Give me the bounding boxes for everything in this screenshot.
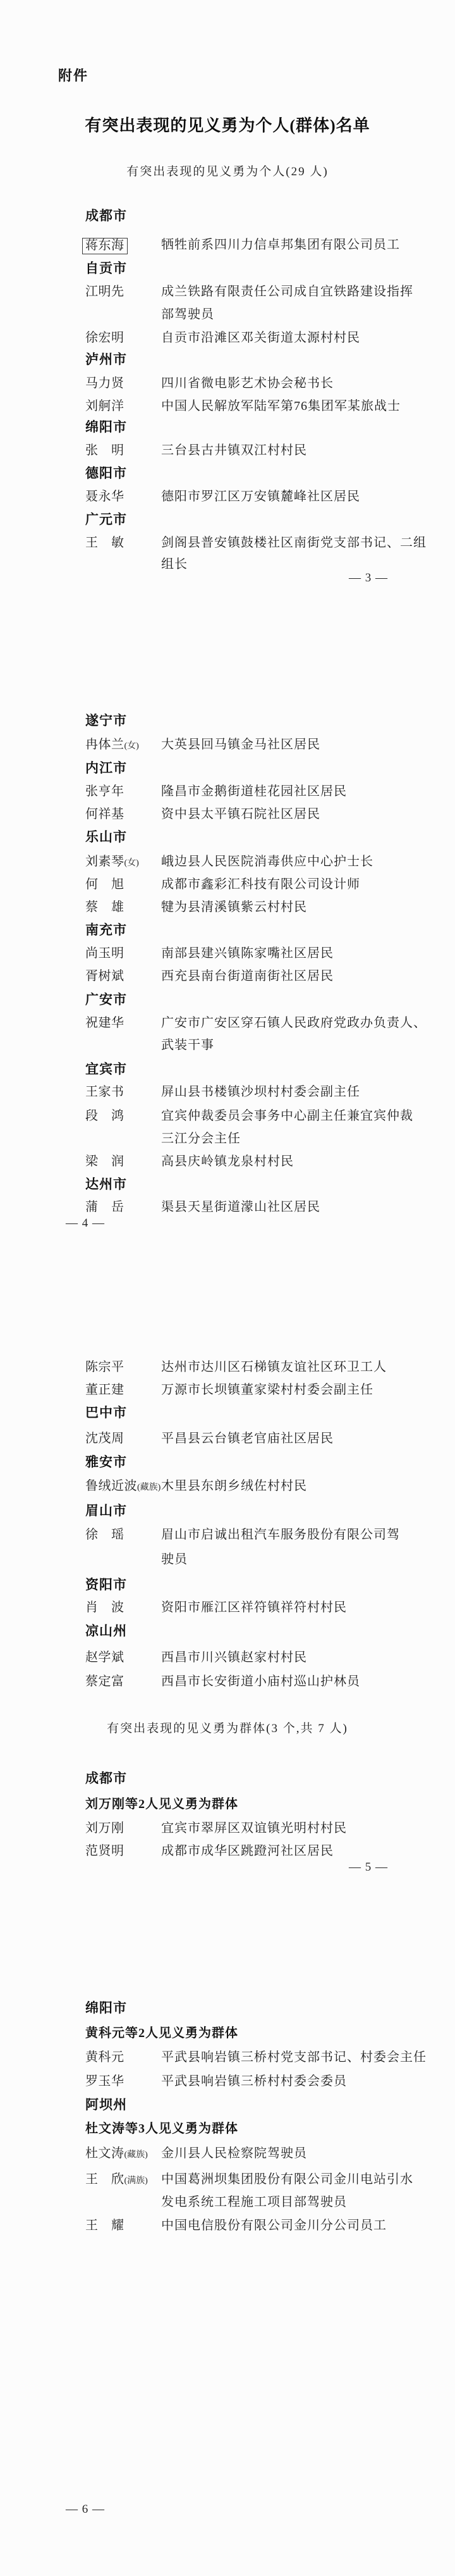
person-name-cell <box>85 1479 161 1494</box>
person-description: 资中县太平镇石院社区居民 <box>161 807 320 821</box>
page-number: — 5 — <box>349 1861 388 1874</box>
person-description: 广安市广安区穿石镇人民政府党政办负责人、 <box>161 1016 427 1030</box>
person-name-cell <box>85 2172 148 2187</box>
person-description: 宜宾市翠屏区双谊镇光明村村民 <box>161 1821 347 1835</box>
person-name-cell <box>85 900 124 915</box>
person-name: 刘舸洋 <box>85 399 124 413</box>
person-description-continued: 组长 <box>161 557 188 571</box>
person-description: 德阳市罗江区万安镇麓峰社区居民 <box>161 490 360 504</box>
person-name-cell <box>85 443 124 458</box>
city-heading: 广安市 <box>85 993 127 1007</box>
person-description: 资阳市雁江区祥符镇祥符村村民 <box>161 1601 347 1614</box>
person-description: 隆昌市金鹅街道桂花园社区居民 <box>161 784 347 798</box>
person-description: 犍为县清溪镇紫云村村民 <box>161 900 307 914</box>
person-name: 徐 瑶 <box>85 1528 124 1542</box>
gender-note: (女) <box>124 741 139 751</box>
city-heading: 成都市 <box>85 209 127 223</box>
person-name-cell <box>85 1650 124 1665</box>
person-name: 赵学斌 <box>85 1650 124 1664</box>
city-heading: 广元市 <box>85 512 127 527</box>
attachment-label: 附件 <box>58 68 89 84</box>
ethnicity-note: (藏族) <box>137 1483 161 1492</box>
person-name: 罗玉华 <box>85 2074 124 2088</box>
person-description: 南部县建兴镇陈家嘴社区居民 <box>161 946 334 960</box>
city-heading: 巴中市 <box>85 1406 127 1420</box>
person-name-cell <box>85 376 124 391</box>
person-name-cell <box>85 536 124 550</box>
person-description: 金川县人民检察院驾驶员 <box>161 2146 307 2160</box>
person-description: 成都市成华区跳蹬河社区居民 <box>161 1844 334 1858</box>
person-description: 三台县古井镇双江村村民 <box>161 443 307 457</box>
city-heading: 雅安市 <box>85 1455 127 1470</box>
ethnicity-note: (满族) <box>124 2176 148 2186</box>
person-name: 梁 润 <box>85 1155 124 1168</box>
person-description: 宜宾仲裁委员会事务中心副主任兼宜宾仲裁 <box>161 1109 413 1123</box>
person-name-cell <box>85 238 128 254</box>
person-description: 平武县响岩镇三桥村村委会委员 <box>161 2074 347 2088</box>
person-name: 聂永华 <box>85 490 124 504</box>
city-heading: 眉山市 <box>85 1504 127 1518</box>
person-name: 肖 波 <box>85 1601 124 1614</box>
person-description-continued: 发电系统工程施工项目部驾驶员 <box>161 2195 347 2209</box>
person-description: 达州市达川区石梯镇友谊社区环卫工人 <box>161 1360 387 1374</box>
person-description: 中国电信股份有限公司金川分公司员工 <box>161 2219 387 2232</box>
individuals-section-heading: 有突出表现的见义勇为个人(29 人) <box>126 165 329 178</box>
person-description: 眉山市启诚出租汽车服务股份有限公司驾 <box>161 1528 400 1542</box>
city-heading: 泸州市 <box>85 352 127 367</box>
person-description: 自贡市沿滩区邓关街道太源村村民 <box>161 331 360 345</box>
person-description-continued: 驶员 <box>161 1552 188 1566</box>
person-name-cell <box>85 1821 124 1836</box>
person-description: 西充县南台街道南街社区居民 <box>161 969 334 983</box>
groups-section-heading: 有突出表现的见义勇为群体(3 个,共 7 人) <box>107 1722 348 1735</box>
person-description: 平昌县云台镇老官庙社区居民 <box>161 1432 334 1446</box>
person-name: 王 耀 <box>85 2219 124 2232</box>
person-description: 高县庆岭镇龙泉村村民 <box>161 1155 294 1168</box>
ethnicity-note: (藏族) <box>124 2150 148 2160</box>
group-title: 黄科元等2人见义勇为群体 <box>85 2026 238 2040</box>
group-title: 杜文涛等3人见义勇为群体 <box>85 2122 238 2136</box>
person-name: 蒲 岳 <box>85 1200 124 1214</box>
city-heading: 绵阳市 <box>85 2001 127 2016</box>
person-name-cell <box>85 738 139 752</box>
person-name-cell <box>85 1844 124 1859</box>
person-name: 黄科元 <box>85 2050 124 2064</box>
person-description: 剑阁县普安镇鼓楼社区南街党支部书记、二组 <box>161 536 427 550</box>
person-name-cell <box>85 784 124 799</box>
person-description: 万源市长坝镇董家梁村村委会副主任 <box>161 1383 373 1397</box>
person-description: 成都市鑫彩汇科技有限公司设计师 <box>161 877 360 891</box>
city-heading: 南充市 <box>85 923 127 938</box>
person-name-cell <box>85 969 124 984</box>
person-name: 张 明 <box>85 443 124 457</box>
person-name-cell <box>85 855 139 869</box>
person-name: 蔡定富 <box>85 1675 124 1688</box>
group-title: 刘万刚等2人见义勇为群体 <box>85 1797 238 1811</box>
person-name-cell <box>85 1109 124 1124</box>
person-description-continued: 三江分会主任 <box>161 1132 241 1146</box>
person-name: 段 鸿 <box>85 1109 124 1123</box>
person-name-cell <box>85 1085 124 1099</box>
person-name: 胥树斌 <box>85 969 124 983</box>
person-name: 陈宗平 <box>85 1360 124 1374</box>
person-name-cell <box>85 1200 124 1215</box>
person-name: 何 旭 <box>85 877 124 891</box>
person-name: 蔡 雄 <box>85 900 124 914</box>
person-name: 杜文涛 <box>85 2146 124 2160</box>
person-name-cell <box>85 331 124 345</box>
person-name: 王 欣 <box>85 2172 124 2186</box>
city-heading: 绵阳市 <box>85 420 127 435</box>
person-name-cell <box>85 2219 124 2233</box>
page-number: — 6 — <box>66 2503 105 2516</box>
person-name-cell <box>85 1360 124 1375</box>
person-name-cell <box>85 946 124 961</box>
city-heading: 遂宁市 <box>85 714 127 728</box>
person-description: 西昌市长安街道小庙村巡山护林员 <box>161 1675 360 1688</box>
person-description-continued: 武装干事 <box>161 1038 214 1052</box>
person-name-cell <box>85 1432 124 1446</box>
person-name-cell <box>85 2074 124 2089</box>
person-name: 鲁绒近波 <box>85 1479 137 1493</box>
city-heading: 资阳市 <box>85 1578 127 1592</box>
person-name-cell <box>85 877 124 892</box>
person-name-cell <box>85 285 124 299</box>
person-name-cell <box>85 1601 124 1615</box>
page-number: — 3 — <box>349 571 388 585</box>
person-name: 何祥基 <box>85 807 124 821</box>
person-description: 渠县天星街道濛山社区居民 <box>161 1200 320 1214</box>
person-name-cell <box>85 490 124 504</box>
person-name: 尚玉明 <box>85 946 124 960</box>
person-name-cell <box>85 399 124 414</box>
person-name: 马力贤 <box>85 376 124 390</box>
gender-note: (女) <box>124 858 139 868</box>
person-name-cell <box>85 2146 148 2161</box>
person-description: 中国人民解放军陆军第76集团军某旅战士 <box>161 399 401 413</box>
city-heading: 乐山市 <box>85 830 127 845</box>
person-description: 木里县东朗乡绒佐村村民 <box>161 1479 307 1493</box>
person-name-boxed: 蒋东海 <box>82 238 128 254</box>
person-name: 王 敏 <box>85 536 124 550</box>
city-heading: 宜宾市 <box>85 1062 127 1077</box>
city-heading: 德阳市 <box>85 466 127 481</box>
person-name-cell <box>85 2050 124 2065</box>
person-name-cell <box>85 1675 124 1689</box>
person-description: 成兰铁路有限责任公司成自宜铁路建设指挥 <box>161 285 413 299</box>
person-name-cell <box>85 1155 124 1169</box>
city-heading: 自贡市 <box>85 261 127 276</box>
person-description-continued: 部驾驶员 <box>161 307 214 321</box>
person-name-cell <box>85 1528 124 1542</box>
person-description: 牺牲前系四川力信卓邦集团有限公司员工 <box>161 238 400 252</box>
person-description: 西昌市川兴镇赵家村村民 <box>161 1650 307 1664</box>
person-name: 徐宏明 <box>85 331 124 345</box>
person-description: 平武县响岩镇三桥村党支部书记、村委会主任 <box>161 2050 427 2064</box>
person-name: 范贤明 <box>85 1844 124 1858</box>
city-heading: 凉山州 <box>85 1624 127 1638</box>
person-name: 张亨年 <box>85 784 124 798</box>
person-description: 四川省微电影艺术协会秘书长 <box>161 376 334 390</box>
person-name: 王家书 <box>85 1085 124 1099</box>
city-heading: 成都市 <box>85 1771 127 1786</box>
person-name: 沈茂周 <box>85 1432 124 1446</box>
person-name: 冉体兰 <box>85 738 124 752</box>
city-heading: 内江市 <box>85 761 127 776</box>
person-name: 祝建华 <box>85 1016 124 1030</box>
document-title: 有突出表现的见义勇为个人(群体)名单 <box>85 116 370 135</box>
person-description: 中国葛洲坝集团股份有限公司金川电站引水 <box>161 2172 413 2186</box>
page-number: — 4 — <box>66 1217 105 1230</box>
person-name: 刘万刚 <box>85 1821 124 1835</box>
person-name-cell <box>85 1016 124 1031</box>
person-name-cell <box>85 807 124 822</box>
person-description: 屏山县书楼镇沙坝村村委会副主任 <box>161 1085 360 1099</box>
person-description: 峨边县人民医院消毒供应中心护士长 <box>161 855 373 869</box>
person-name: 刘素琴 <box>85 855 124 869</box>
city-heading: 达州市 <box>85 1177 127 1192</box>
city-heading: 阿坝州 <box>85 2098 127 2112</box>
person-name: 董正建 <box>85 1383 124 1397</box>
person-name: 江明先 <box>85 285 124 299</box>
person-name-cell <box>85 1383 124 1397</box>
person-description: 大英县回马镇金马社区居民 <box>161 738 320 752</box>
